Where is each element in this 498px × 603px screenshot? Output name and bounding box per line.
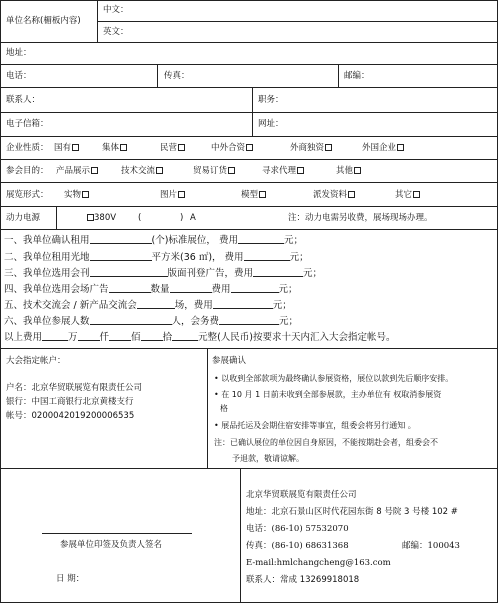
- divider: [0, 87, 498, 88]
- confirm-line-2b: 格: [220, 404, 228, 413]
- purpose-option-agent[interactable]: 寻求代理: [262, 166, 304, 177]
- unit-cn-label: 中文：: [103, 5, 129, 15]
- checkbox[interactable]: [91, 167, 98, 174]
- field[interactable]: [213, 300, 273, 309]
- divider: [0, 348, 498, 349]
- divider: [0, 136, 498, 137]
- confirm-line-3: • 展品托运及会期住宿安排等事宜，组委会将另行通知 。: [214, 421, 416, 430]
- nature-option-collective[interactable]: 集体: [102, 143, 127, 154]
- field[interactable]: [231, 284, 279, 293]
- border-top: [0, 0, 498, 1]
- power-amp-close: ): [180, 213, 184, 223]
- field[interactable]: [90, 252, 152, 261]
- bank-account-no: 帐号：0200042019200006535: [6, 411, 135, 421]
- nature-label: 企业性质：: [6, 143, 49, 153]
- checkbox[interactable]: [178, 144, 185, 151]
- unit-en-label: 英文：: [103, 27, 129, 37]
- item-4: 四、我单位选用会场广告 数量 费用 元；: [4, 284, 298, 295]
- divider: [240, 468, 241, 602]
- website-label: 网址：: [258, 119, 284, 129]
- divider: [0, 206, 498, 207]
- org-contact: 联系人：常成 13269918018: [246, 575, 360, 585]
- zip-label: 邮编：: [344, 71, 370, 81]
- nature-option-jv[interactable]: 中外合资: [211, 143, 253, 154]
- nature-option-private[interactable]: 民营: [160, 143, 185, 154]
- confirm-line-4b: 予退款，敬请谅解。: [232, 454, 304, 463]
- field[interactable]: [42, 332, 68, 341]
- bank-title: 大会指定帐户：: [6, 356, 66, 366]
- purpose-option-tech[interactable]: 技术交流: [121, 166, 163, 177]
- item-2: 二、我单位租用光地 平方米(36 ㎡)， 费用 元；: [4, 252, 309, 263]
- divider: [207, 348, 208, 468]
- bank-name: 银行：中国工商银行北京黄楼支行: [6, 397, 134, 407]
- divider: [0, 42, 498, 43]
- signature-label: 参展单位印签及负责人签名: [60, 540, 163, 550]
- checkbox[interactable]: [354, 167, 361, 174]
- divider: [0, 112, 498, 113]
- item-1: 一、我单位确认租用 (个)标准展位， 费用 元；: [4, 235, 303, 246]
- field[interactable]: [253, 268, 303, 277]
- field[interactable]: [78, 332, 100, 341]
- field[interactable]: [244, 252, 290, 261]
- checkbox[interactable]: [246, 144, 253, 151]
- field[interactable]: [238, 235, 284, 244]
- signature-line[interactable]: [42, 533, 192, 534]
- position-label: 职务：: [258, 95, 284, 105]
- checkbox[interactable]: [178, 191, 185, 198]
- nature-option-foreign-enterprise[interactable]: 外国企业: [362, 143, 404, 154]
- divider: [0, 229, 498, 230]
- field[interactable]: [90, 268, 168, 277]
- checkbox[interactable]: [87, 214, 94, 221]
- confirm-line-1: • 以收到全部款项为最终确认参展资格，展位以款到先后顺序安排。: [214, 374, 454, 383]
- divider: [157, 64, 158, 87]
- fax-label: 传真：: [164, 71, 190, 81]
- contact-label: 联系人：: [6, 95, 41, 105]
- checkbox[interactable]: [325, 144, 332, 151]
- org-name: 北京华贸联展览有限责任公司: [246, 490, 357, 500]
- checkbox[interactable]: [259, 191, 266, 198]
- divider: [97, 21, 497, 22]
- address-label: 地址：: [6, 48, 32, 58]
- exhibit-option-physical[interactable]: 实物: [64, 190, 89, 201]
- phone-label: 电话：: [6, 71, 32, 81]
- field[interactable]: [141, 332, 163, 341]
- field[interactable]: [90, 316, 172, 325]
- item-6: 六、我单位参展人数 人，会务费 元；: [4, 316, 299, 327]
- field[interactable]: [109, 332, 131, 341]
- exhibit-option-brochure[interactable]: 派发资料: [313, 190, 355, 201]
- checkbox[interactable]: [348, 191, 355, 198]
- exhibit-option-model[interactable]: 模型: [241, 190, 266, 201]
- checkbox[interactable]: [228, 167, 235, 174]
- confirm-title: 参展确认: [212, 356, 247, 366]
- org-zip: 邮编：100043: [402, 541, 460, 551]
- item-3: 三、我单位选用会刊 版面刊登广告，费用 元；: [4, 268, 323, 279]
- divider: [0, 64, 498, 65]
- bank-account-name: 户名：北京华贸联展览有限责任公司: [6, 383, 143, 393]
- divider: [56, 206, 57, 229]
- divider: [0, 468, 498, 469]
- field[interactable]: [90, 235, 152, 244]
- confirm-line-4: 注：已确认展位的单位因自身原因，不能按期赴会者，组委会不: [214, 438, 438, 447]
- exhibit-option-picture[interactable]: 图片: [160, 190, 185, 201]
- checkbox[interactable]: [156, 167, 163, 174]
- checkbox[interactable]: [413, 191, 420, 198]
- field[interactable]: [219, 316, 279, 325]
- purpose-option-other[interactable]: 其他: [336, 166, 361, 177]
- power-volt-option[interactable]: 380V: [86, 213, 116, 224]
- field[interactable]: [172, 332, 198, 341]
- exhibit-label: 展览形式：: [6, 190, 49, 200]
- unit-name-label: 单位名称(楣板内容): [6, 16, 81, 26]
- divider: [338, 64, 339, 87]
- power-amp-unit: A: [190, 213, 196, 223]
- checkbox[interactable]: [120, 144, 127, 151]
- checkbox[interactable]: [72, 144, 79, 151]
- nature-option-state[interactable]: 国有: [54, 143, 79, 154]
- purpose-label: 参会目的：: [6, 166, 49, 176]
- org-address: 地址：北京石景山区时代花园东街 8 号院 3 号楼 102 #: [246, 507, 458, 517]
- divider: [252, 87, 253, 136]
- field[interactable]: [109, 284, 151, 293]
- checkbox[interactable]: [397, 144, 404, 151]
- field[interactable]: [137, 300, 175, 309]
- exhibit-option-other[interactable]: 其它: [395, 190, 420, 201]
- email-label: 电子信箱：: [6, 119, 49, 129]
- power-amp-field[interactable]: (: [138, 213, 142, 223]
- item-5: 五、技术交流会 / 新产品交流会 场，费用 元；: [4, 300, 292, 311]
- checkbox[interactable]: [297, 167, 304, 174]
- purpose-option-order[interactable]: 贸易订货: [193, 166, 235, 177]
- checkbox[interactable]: [82, 191, 89, 198]
- divider: [0, 182, 498, 183]
- divider: [0, 159, 498, 160]
- org-phone: 电话：(86-10) 57532070: [246, 524, 349, 534]
- field[interactable]: [170, 284, 212, 293]
- date-label: 日 期：: [56, 574, 85, 584]
- org-fax: 传真：(86-10) 68631368: [246, 541, 349, 551]
- org-email[interactable]: E-mail:hmlchangcheng@163.com: [246, 558, 391, 568]
- power-label: 动力电源: [6, 213, 41, 223]
- purpose-option-display[interactable]: 产品展示: [56, 166, 98, 177]
- border-left: [0, 0, 1, 603]
- nature-option-foreign-owned[interactable]: 外商独资: [290, 143, 332, 154]
- power-note: 注：动力电需另收费，展场现场办理。: [288, 213, 433, 223]
- item-total: 以上费用 万 仟 佰 拾 元整(人民币)按要求十天内汇入大会指定帐号。: [4, 332, 396, 343]
- confirm-line-2: • 在 10 月 1 日前未收到全部参展款，主办单位有 权取消参展资: [214, 390, 442, 399]
